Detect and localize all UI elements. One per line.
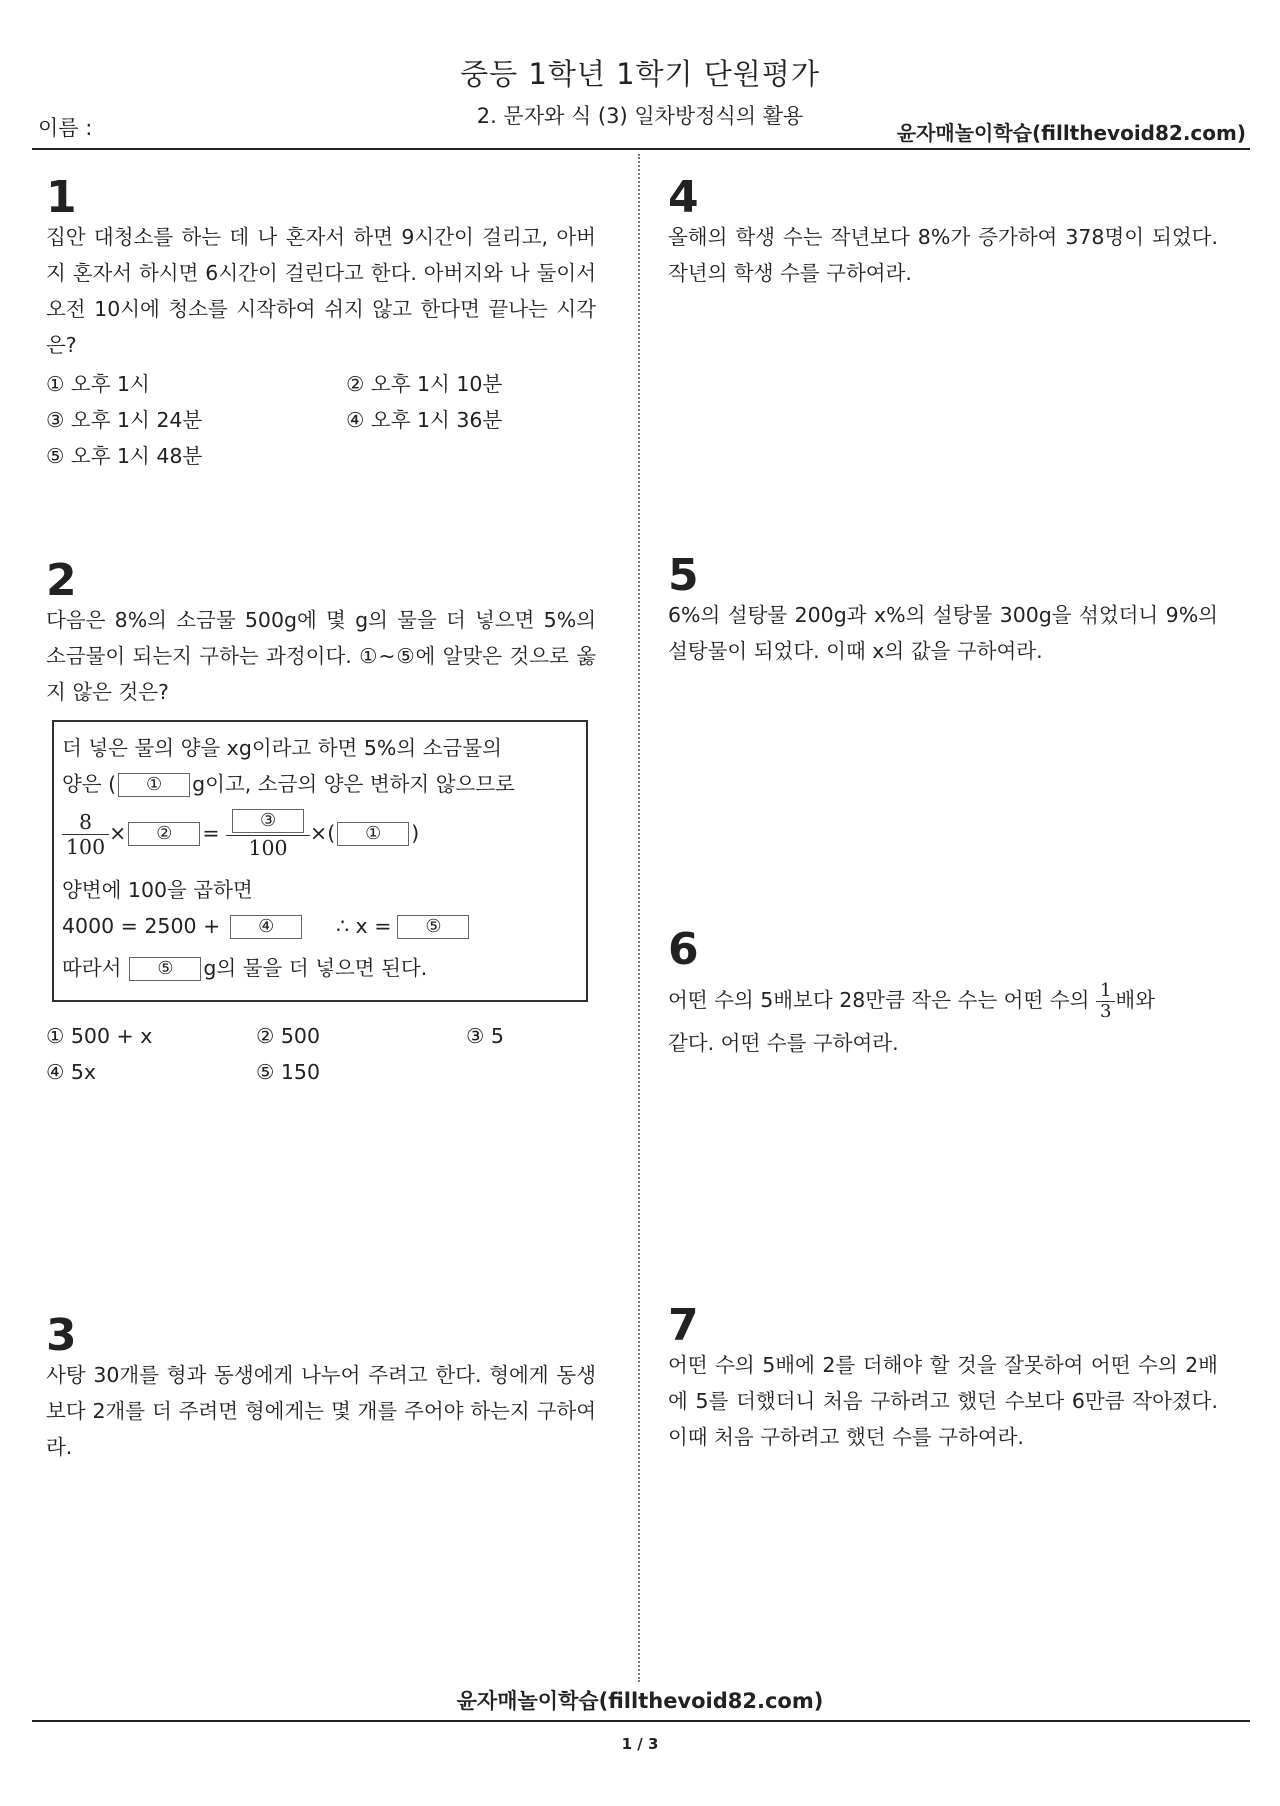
question-7 [668, 1300, 1218, 1455]
close-paren: ) [411, 821, 420, 845]
choice-3: ③ 오후 1시 24분 [46, 408, 203, 432]
choice-5: ⑤ 150 [256, 1060, 321, 1084]
question-1 [46, 172, 596, 363]
box-line-6-start: 따라서 [62, 956, 122, 980]
name-label: 이름 : [38, 116, 93, 140]
unit-subtitle: 2. 문자와 식 (3) 일차방정식의 활용 [476, 104, 804, 128]
question-number: 4 [668, 172, 699, 223]
question-text: 다음은 8%의 소금물 500g에 몇 g의 물을 더 넣으면 5%의 소금물이 되는지 구하는 과정이다. ①~⑤에 알맞은 것으로 옳지 않은 것은? [46, 608, 596, 704]
question-6 [668, 924, 1218, 1061]
denominator: 100 [248, 835, 288, 860]
choice-3: ③ 5 [466, 1024, 504, 1048]
equals-sign: = [202, 821, 220, 845]
question-text-end: 같다. 어떤 수를 구하여라. [668, 1031, 899, 1055]
equation-text: 4000 = 2500 + [62, 914, 221, 938]
numerator: 8 [62, 810, 109, 835]
blank-5-repeat: ⑤ [129, 957, 201, 981]
box-line-5 [62, 908, 304, 944]
question-number: 1 [46, 172, 77, 223]
choice-2: ② 500 [256, 1024, 321, 1048]
times-sign: × [109, 821, 127, 845]
page-title: 중등 1학년 1학기 단원평가 [460, 57, 820, 91]
denominator: 3 [1099, 1000, 1112, 1022]
question-2 [46, 555, 596, 710]
blank-5: ⑤ [397, 915, 469, 939]
choice-4: ④ 오후 1시 36분 [346, 408, 503, 432]
page-number: 1 / 3 [621, 1735, 659, 1753]
choice-4: ④ 5x [46, 1060, 97, 1084]
question-number: 6 [668, 924, 699, 975]
question-3 [46, 1310, 596, 1465]
box-line-2 [62, 766, 515, 802]
box-line-2-start: 양은 ( [62, 772, 117, 796]
blank-3: ③ [232, 809, 304, 833]
question-number: 7 [668, 1300, 699, 1351]
solution-box [52, 720, 588, 1002]
blank-2: ② [128, 822, 200, 846]
question-number: 5 [668, 550, 699, 601]
choice-1: ① 오후 1시 [46, 372, 150, 396]
question-number: 2 [46, 555, 77, 606]
question-text [668, 975, 1218, 1025]
question-number: 3 [46, 1310, 77, 1361]
question-4 [668, 172, 1218, 291]
blank-1: ① [118, 773, 190, 797]
box-line-1: 더 넣은 물의 양을 xg이라고 하면 5%의 소금물의 [62, 736, 502, 760]
blank-1-repeat: ① [337, 822, 409, 846]
header-divider [32, 148, 1250, 150]
column-divider [638, 154, 640, 1682]
box-line-2-end: g이고, 소금의 양은 변하지 않으므로 [192, 772, 515, 796]
question-text: 집안 대청소를 하는 데 나 혼자서 하면 9시간이 걸리고, 아버지 혼자서 하시면 6시간이 걸린다고 한다. 아버지와 나 둘이서 오전 10시에 청소를 시작하여 쉬지 않고 한다면 끝나는 시각은? [46, 225, 596, 357]
header-brand: 윤자매놀이학습(fillthevoid82.com) [896, 121, 1246, 145]
numerator: 1 [1096, 981, 1115, 1002]
choice-2: ② 오후 1시 10분 [346, 372, 503, 396]
fraction-3-100 [226, 808, 310, 860]
question-text: 6%의 설탕물 200g과 x%의 설탕물 300g을 섞었더니 9%의 설탕물이 되었다. 이때 x의 값을 구하여라. [668, 603, 1218, 663]
footer-brand: 윤자매놀이학습(fillthevoid82.com) [456, 1689, 824, 1713]
box-line-6-end: g의 물을 더 넣으면 된다. [203, 956, 428, 980]
choice-5: ⑤ 오후 1시 48분 [46, 444, 203, 468]
therefore-text: ∴ x = [336, 914, 392, 938]
choice-1: ① 500 + x [46, 1024, 153, 1048]
blank-4: ④ [230, 915, 302, 939]
question-text-start: 어떤 수의 5배보다 28만큼 작은 수는 어떤 수의 [668, 988, 1090, 1012]
numerator [226, 808, 310, 836]
fraction-8-100 [62, 810, 109, 859]
box-line-3 [62, 808, 419, 860]
times-paren: ×( [310, 821, 336, 845]
question-5 [668, 550, 1218, 669]
box-line-5-therefore [336, 908, 471, 944]
question-text: 올해의 학생 수는 작년보다 8%가 증가하여 378명이 되었다. 작년의 학생 수를 구하여라. [668, 225, 1218, 285]
question-text-mid: 배와 [1115, 988, 1155, 1012]
question-text: 사탕 30개를 형과 동생에게 나누어 주려고 한다. 형에게 동생보다 2개를 더 주려면 형에게는 몇 개를 주어야 하는지 구하여라. [46, 1363, 596, 1459]
fraction-1-3 [1096, 981, 1115, 1022]
footer-divider [32, 1720, 1250, 1722]
question-text: 어떤 수의 5배에 2를 더해야 할 것을 잘못하여 어떤 수의 2배에 5를 더했더니 처음 구하려고 했던 수보다 6만큼 작아졌다. 이때 처음 구하려고 했던 수를 구하여라. [668, 1353, 1218, 1449]
denominator: 100 [66, 834, 106, 859]
box-line-4: 양변에 100을 곱하면 [62, 878, 253, 902]
box-line-6 [62, 950, 427, 986]
